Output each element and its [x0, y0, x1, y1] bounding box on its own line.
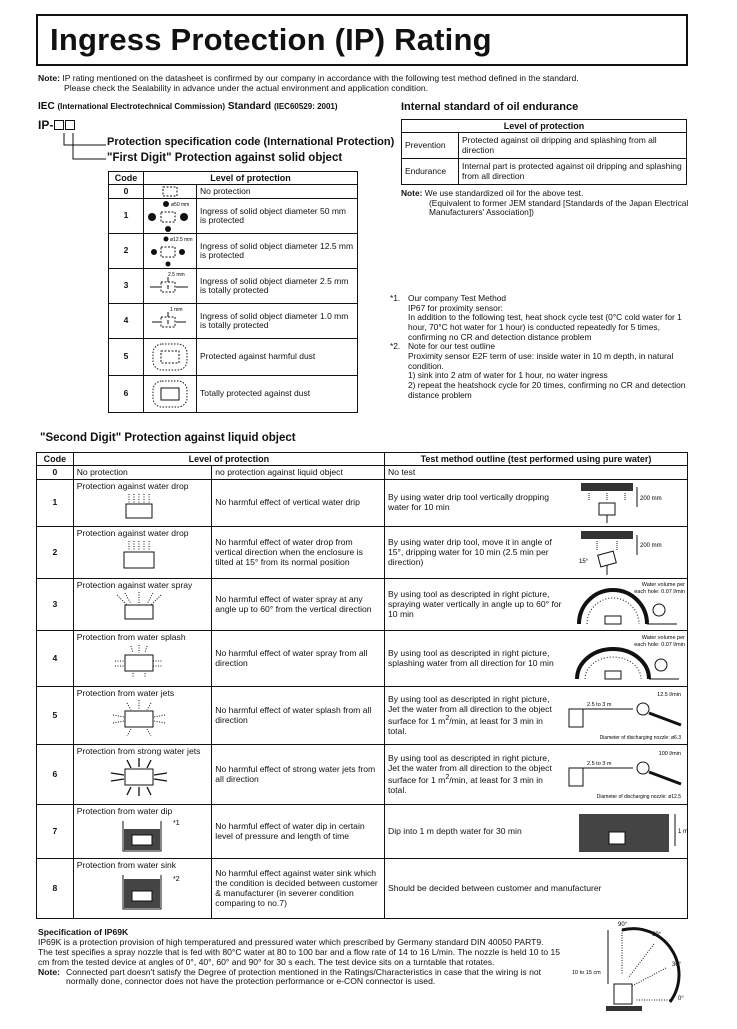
- row-text: Totally protected against dust: [197, 376, 358, 413]
- first-table-header-level: Level of protection: [144, 172, 358, 185]
- svg-text:0°: 0°: [678, 996, 684, 1002]
- svg-text:each hole: 0.07 l/min: each hole: 0.07 l/min: [634, 641, 685, 648]
- row-code: 2: [109, 234, 144, 269]
- note2-title: Note for our test outline: [408, 341, 496, 352]
- ip69k-p1: IP69K is a protection provision of high temperatured and pressured water which prescribed by Germany standard DIN 40050 PART9.: [38, 936, 544, 947]
- row-test: Dip into 1 m depth water for 30 min: [388, 825, 522, 836]
- row-code: 1: [109, 199, 144, 234]
- svg-text:*1: *1: [172, 820, 180, 828]
- oil-row-text: Protected against oil dripping and splashing from all direction: [459, 133, 687, 159]
- ip69k-angle-figure: [570, 916, 690, 1024]
- first-table-header-code: Code: [109, 172, 144, 185]
- row-level: No harmful effect of water spray from all direction: [212, 631, 385, 687]
- oil-note: [401, 189, 691, 218]
- oil-note-line2: (Equivalent to former JEM standard [Standards of the Japan Electrical Manufacturers' Association]): [429, 197, 689, 218]
- protection-spec-label: Protection specification code (International Protection): [107, 136, 395, 148]
- svg-text:30°: 30°: [672, 962, 682, 968]
- note1-title: Our company Test Method: [408, 293, 507, 303]
- ip69k-title: Specification of IP69K: [38, 927, 129, 937]
- strong-water-jets-pic: [73, 745, 212, 805]
- solid-1mm-icon: [144, 304, 197, 339]
- svg-text:10 to 15 cm: 10 to 15 cm: [572, 970, 601, 976]
- svg-text:ø50 mm: ø50 mm: [171, 202, 190, 209]
- row-text: Ingress of solid object diameter 2.5 mm is totally protected: [197, 269, 358, 304]
- table-row: [37, 527, 688, 579]
- row-level: no protection against liquid object: [212, 466, 385, 480]
- row-level: No harmful effect of vertical water drip: [212, 480, 385, 527]
- svg-text:200 mm: 200 mm: [640, 496, 662, 503]
- row-code: 8: [37, 859, 74, 919]
- second-header-level: Level of protection: [73, 453, 384, 466]
- iec-prefix: IEC: [38, 101, 55, 112]
- table-row: [37, 480, 688, 527]
- note2-item1: 1) sink into 2 atm of water for 1 hour, no water ingress: [408, 370, 608, 381]
- digit-box-1: [54, 120, 64, 130]
- water-jets-pic: [73, 687, 212, 745]
- table-row: [37, 687, 688, 745]
- water-sink-pic: [73, 859, 212, 919]
- row-test: By using water drip tool vertically dropping water for 10 min: [388, 492, 549, 513]
- svg-text:60°: 60°: [652, 932, 662, 938]
- no-protection-icon: [144, 185, 197, 199]
- note-line2: Please check the Sealability in advance under the actual environment and application condition.: [64, 82, 429, 93]
- oil-note-line1: We use standardized oil for the above test.: [424, 188, 584, 198]
- water-splash-pic: [73, 631, 212, 687]
- table-row: [109, 304, 358, 339]
- table-row: [37, 466, 688, 480]
- water-drop-tilted-pic: [73, 527, 212, 579]
- code-connector-lines: [58, 131, 110, 163]
- row-text: Protected against harmful dust: [197, 339, 358, 376]
- dip-tank-figure: [575, 810, 687, 854]
- first-digit-table: [108, 171, 358, 413]
- row-text: Ingress of solid object diameter 1.0 mm is totally protected: [197, 304, 358, 339]
- svg-text:each hole: 0.07 l/min: each hole: 0.07 l/min: [634, 588, 685, 595]
- row-pic-label: Protection from water splash: [76, 632, 186, 643]
- row-test: No test: [385, 466, 688, 480]
- table-row: [109, 376, 358, 413]
- solid-12-5mm-icon: [144, 234, 197, 269]
- row-pic-label: Protection from water sink: [76, 860, 177, 871]
- svg-text:90°: 90°: [618, 922, 628, 928]
- svg-text:*2: *2: [172, 876, 180, 884]
- strong-jet-nozzle-figure: [563, 748, 687, 802]
- oil-row-name: Prevention: [402, 133, 459, 159]
- ip69k-section: [38, 928, 568, 987]
- svg-text:200 mm: 200 mm: [640, 542, 662, 549]
- row-pic-label: Protection against water spray: [76, 580, 193, 591]
- svg-text:12.5 l/min: 12.5 l/min: [657, 691, 681, 698]
- digit-box-2: [65, 120, 75, 130]
- note1-sub: IP67 for proximity sensor:: [408, 302, 503, 313]
- drip-tool-figure: [577, 481, 687, 525]
- row-level: No harmful effect of water splash from all direction: [212, 687, 385, 745]
- dust-tight-icon: [144, 376, 197, 413]
- table-row: [402, 159, 687, 185]
- row-text: No protection: [197, 185, 358, 199]
- row-code: 0: [109, 185, 144, 199]
- row-code: 6: [109, 376, 144, 413]
- oil-title: Internal standard of oil endurance: [401, 101, 579, 113]
- svg-text:1 m: 1 m: [678, 828, 689, 835]
- table-row: [109, 269, 358, 304]
- row-test: By using tool as descripted in right picture, splashing water from all direction for 10 min: [388, 647, 554, 668]
- dust-protected-icon: [144, 339, 197, 376]
- ip69k-note: Connected part doesn't satisfy the Degree of protection mentioned in the Ratings/Characteristics in case that the wiring is not normally done, connector does not have the protection performance or e-CON connector is used.: [66, 966, 542, 987]
- row-code: 3: [37, 579, 74, 631]
- second-digit-table: [36, 452, 688, 919]
- svg-text:15°: 15°: [579, 558, 589, 565]
- row-level: No harmful effect of water dip in certain level of pressure and length of time: [212, 805, 385, 859]
- iec-org: (International Electrotechnical Commission): [57, 102, 226, 111]
- oil-table: [401, 119, 687, 185]
- table-row: [37, 631, 688, 687]
- row-test: By using tool as descripted in right picture, Jet the water from all direction to the object surface for 1 $m^2/\min$, at least for 3 min in total.: [388, 693, 552, 737]
- note2-sub: Proximity sensor E2F term of use: inside water in 10 m depth, in natural condition.: [408, 350, 674, 371]
- datasheet-note: [38, 74, 688, 94]
- row-pic-label: Protection against water drop: [76, 528, 189, 539]
- table-row: [37, 745, 688, 805]
- svg-text:Diameter of discharging nozzle: Diameter of discharging nozzle: ø6.3: [599, 734, 681, 741]
- row-test: By using water drip tool, move it in angle of 15°, dripping water for 10 min (2.5 min per direction): [388, 537, 552, 567]
- second-header-test: Test method outline (test performed using pure water): [385, 453, 688, 466]
- row-level: No harmful effect of water drop from vertical direction when the enclosure is tilted at 15° from its normal position: [212, 527, 385, 579]
- svg-text:2.5 mm: 2.5 mm: [168, 272, 185, 279]
- ip69k-note-label: Note:: [38, 966, 60, 977]
- row-code: 4: [37, 631, 74, 687]
- oil-header: Level of protection: [402, 120, 687, 133]
- table-row: [37, 805, 688, 859]
- row-text: Ingress of solid object diameter 12.5 mm is protected: [197, 234, 358, 269]
- note1-mark: *1.: [390, 293, 401, 303]
- table-row: [37, 859, 688, 919]
- row-code: 3: [109, 269, 144, 304]
- table-row: [109, 339, 358, 376]
- row-level: No harmful effect of water spray at any angle up to 60° from the vertical direction: [212, 579, 385, 631]
- row-code: 1: [37, 480, 74, 527]
- first-digit-title: "First Digit" Protection against solid object: [107, 152, 343, 164]
- svg-text:100 l/min: 100 l/min: [658, 750, 681, 757]
- row-code: 4: [109, 304, 144, 339]
- oil-row-text: Internal part is protected against oil dripping and splashing from all direction: [459, 159, 687, 185]
- spray-arc-figure: [567, 580, 687, 630]
- table-row: [402, 133, 687, 159]
- row-pic-label: Protection from water dip: [76, 806, 173, 817]
- test-notes: [390, 294, 690, 400]
- row-pic-label: No protection: [73, 466, 212, 480]
- iec-standard-word: Standard: [227, 101, 272, 112]
- row-text: Ingress of solid object diameter 50 mm is protected: [197, 199, 358, 234]
- svg-text:1 mm: 1 mm: [170, 307, 183, 314]
- svg-text:2.5 to 3 m: 2.5 to 3 m: [587, 701, 612, 708]
- note-line1: IP rating mentioned on the datasheet is confirmed by our company in accordance with the following test method defined in the standard.: [62, 73, 579, 83]
- solid-2-5mm-icon: [144, 269, 197, 304]
- row-code: 5: [109, 339, 144, 376]
- row-test: By using tool as descripted in right picture, spraying water vertically in angle up to 60° for 10 min: [388, 589, 562, 619]
- row-code: 7: [37, 805, 74, 859]
- row-code: 5: [37, 687, 74, 745]
- solid-50mm-icon: [144, 199, 197, 234]
- svg-text:2.5 to 3 m: 2.5 to 3 m: [587, 760, 612, 767]
- tilted-drip-figure: [577, 529, 687, 577]
- note-label: Note:: [38, 73, 60, 83]
- svg-text:Water volume per: Water volume per: [641, 581, 685, 588]
- row-level: No harmful effect against water sink which the condition is decided between customer & manufacturer (in severer condition comparing to no.7): [212, 859, 385, 919]
- row-test: By using tool as descripted in right picture, Jet the water from all direction to the object surface for 1 $m^2/\min$, at least for 3 min in total.: [388, 752, 552, 796]
- table-row: [109, 185, 358, 199]
- water-spray-pic: [73, 579, 212, 631]
- second-digit-title: "Second Digit" Protection against liquid object: [40, 432, 296, 444]
- ip69k-p2: The test specifies a spray nozzle that is fed with 80°C water at 80 to 100 bar and a flow rate of 14 to 16 L/min. The nozzle is held 10 to 15 cm from the tested device at angles of 0°, 40°, 60° and 90° for 30 s each. The test device sits on a turntable that rotates.: [38, 946, 561, 967]
- row-code: 6: [37, 745, 74, 805]
- table-row: [109, 199, 358, 234]
- row-test: Should be decided between customer and manufacturer: [385, 859, 688, 919]
- row-level: No harmful effect of strong water jets from all direction: [212, 745, 385, 805]
- svg-text:Diameter of discharging nozzle: Diameter of discharging nozzle: ø12.5: [596, 793, 681, 800]
- water-dip-pic: [73, 805, 212, 859]
- oil-note-label: Note:: [401, 188, 423, 198]
- note1-body: In addition to the following test, heat shock cycle test (0°C cold water for 1 hour, 70°C hot water for 1 hour) is conducted repeatedly for 5 times, confirming no CR and detection distance problem: [408, 312, 682, 342]
- table-row: [109, 234, 358, 269]
- note2-mark: *2.: [390, 341, 401, 352]
- page-title: Ingress Protection (IP) Rating: [50, 22, 492, 57]
- row-code: 0: [37, 466, 74, 480]
- row-code: 2: [37, 527, 74, 579]
- row-pic-label: Protection against water drop: [76, 481, 189, 492]
- iec-code: (IEC60529: 2001): [273, 102, 338, 111]
- title-box: [36, 14, 688, 66]
- splash-ring-figure: [567, 633, 687, 685]
- svg-text:Water volume per: Water volume per: [641, 634, 685, 641]
- oil-row-name: Endurance: [402, 159, 459, 185]
- second-header-code: Code: [37, 453, 74, 466]
- jet-nozzle-figure: [563, 689, 687, 743]
- note2-item2: 2) repeat the heatshock cycle for 20 times, confirming no CR and detection distance problem: [408, 379, 686, 400]
- row-pic-label: Protection from strong water jets: [76, 746, 201, 757]
- iec-standard-heading: [38, 101, 338, 113]
- svg-text:ø12.5 mm: ø12.5 mm: [170, 237, 193, 244]
- row-pic-label: Protection from water jets: [76, 688, 175, 699]
- ip-prefix: IP-: [38, 118, 54, 132]
- water-drop-pic: [73, 480, 212, 527]
- table-row: [37, 579, 688, 631]
